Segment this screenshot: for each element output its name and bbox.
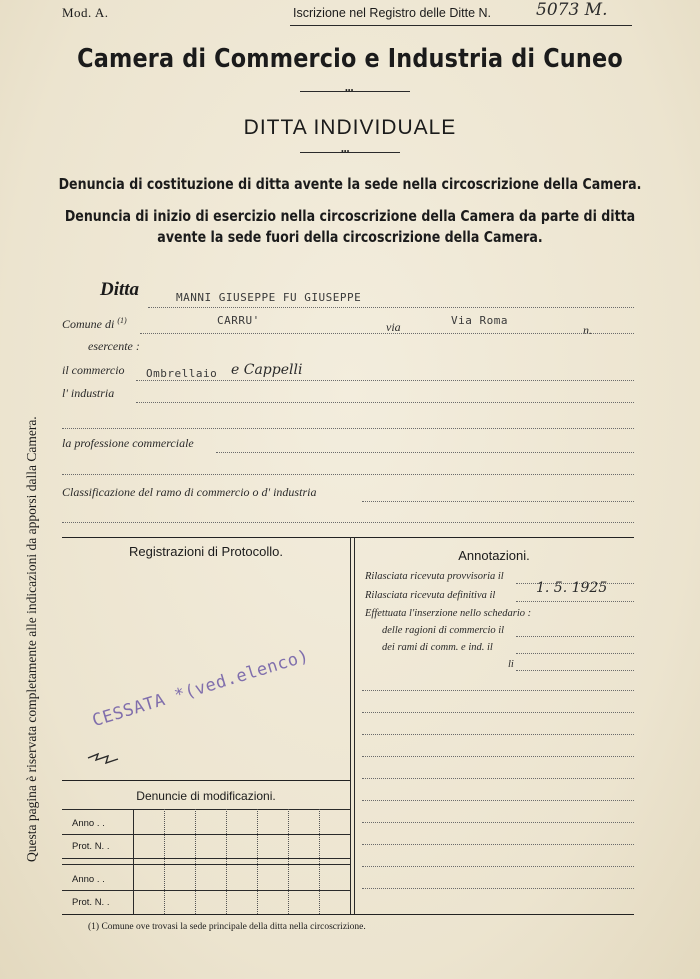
- annotation-blank-9: [362, 866, 634, 867]
- industria-label: l' industria: [62, 386, 115, 400]
- modificazioni-title: Denuncie di modificazioni.: [136, 789, 276, 803]
- row-line-4: [62, 890, 350, 891]
- box-divider-right: [354, 537, 355, 914]
- declaration-2-line-2: avente la sede fuori della circoscrizione della Camera.: [157, 228, 543, 246]
- subtitle-divider-dots: •••: [341, 147, 350, 156]
- row-line-3: [62, 864, 350, 865]
- annotation-blank-6: [362, 800, 634, 801]
- rami-line: [516, 653, 634, 654]
- row-label-anno-1: Anno . .: [72, 818, 105, 829]
- declaration-1: Denuncia di costituzione di ditta avente la sede nella circoscrizione della Camera.: [58, 175, 642, 193]
- row-line-2: [62, 858, 350, 859]
- annotazioni-title: Annotazioni.: [458, 548, 530, 563]
- model-label: Mod. A.: [62, 5, 109, 20]
- modificazioni-top-border: [62, 780, 350, 781]
- ditta-label: Ditta: [100, 279, 140, 300]
- title-divider-dots: •••: [345, 86, 354, 95]
- professione-line-2: [62, 474, 634, 475]
- comune-label: Comune di $^{(1)}$: [62, 316, 127, 331]
- registry-underline: [290, 25, 632, 26]
- annotation-blank-1: [362, 690, 634, 691]
- commercio-value: Ombrellaio: [146, 367, 218, 380]
- via-label: via: [386, 320, 401, 334]
- li-line: [516, 670, 634, 671]
- cessata-stamp: CESSATA *(ved.elenco): [90, 646, 312, 732]
- box-bottom-border: [62, 914, 634, 915]
- annotation-blank-4: [362, 756, 634, 757]
- esercente-label: esercente :: [88, 339, 140, 353]
- modificazioni-header-line: [62, 809, 350, 810]
- annotazione-schedario: Effettuata l'inserzione nello schedario :: [365, 608, 532, 619]
- classificazione-label: Classificazione del ramo di commercio o d' industria: [62, 485, 317, 499]
- annotation-blank-10: [362, 888, 634, 889]
- protocollo-title: Registrazioni di Protocollo.: [129, 544, 283, 559]
- annotation-blank-7: [362, 822, 634, 823]
- professione-line: [216, 452, 634, 453]
- classificazione-line-2: [62, 522, 634, 523]
- title-divider: [300, 91, 410, 92]
- side-note: Questa pagina è riservata completamente alle indicazioni da apporsi dalla Camera.: [24, 416, 39, 862]
- annotazione-rami: dei rami di comm. e ind. il: [382, 642, 493, 653]
- box-divider-left: [350, 537, 351, 914]
- annotation-blank-3: [362, 734, 634, 735]
- page-subtitle: DITTA INDIVIDUALE: [243, 116, 457, 139]
- annotation-blank-5: [362, 778, 634, 779]
- annotazione-li: li: [508, 659, 514, 670]
- definitiva-date: 1. 5. 1925: [536, 580, 608, 596]
- declaration-2-line-1: Denuncia di inizio di esercizio nella circoscrizione della Camera da parte di ditta: [64, 207, 636, 225]
- row-label-prot-2: Prot. N. .: [72, 897, 110, 908]
- comune-value: CARRU': [217, 314, 260, 327]
- footnote: (1) Comune ove trovasi la sede principale della ditta nella circoscrizione.: [88, 922, 366, 932]
- commercio-line: [136, 380, 634, 381]
- via-value: Via Roma: [451, 314, 508, 327]
- row-label-anno-2: Anno . .: [72, 874, 105, 885]
- commercio-handwritten: e Cappelli: [231, 362, 303, 378]
- number-label: n.: [583, 323, 592, 337]
- comune-line: [140, 333, 634, 334]
- row-label-prot-1: Prot. N. .: [72, 841, 110, 852]
- grid-col-1: [133, 809, 134, 914]
- registry-number: 5073 M.: [536, 0, 608, 20]
- grid-col-5: [257, 809, 258, 914]
- registry-label: Iscrizione nel Registro delle Ditte N.: [293, 6, 491, 20]
- classificazione-line: [362, 501, 634, 502]
- ragioni-line: [516, 636, 634, 637]
- box-top-border: [62, 537, 634, 538]
- definitiva-line: [516, 601, 634, 602]
- annotation-blank-2: [362, 712, 634, 713]
- grid-col-2: [164, 809, 165, 914]
- industria-line: [136, 402, 634, 403]
- page-title: Camera di Commercio e Industria di Cuneo: [77, 44, 623, 74]
- professione-label: la professione commerciale: [62, 436, 194, 450]
- ditta-line: [148, 307, 634, 308]
- blank-line: [62, 428, 634, 429]
- annotation-blank-8: [362, 844, 634, 845]
- subtitle-divider: [300, 152, 400, 153]
- scribble-mark: [86, 750, 120, 768]
- ditta-value: MANNI GIUSEPPE FU GIUSEPPE: [176, 291, 362, 304]
- annotazione-ragioni: delle ragioni di commercio il: [382, 625, 505, 636]
- row-line-1: [62, 834, 350, 835]
- grid-col-7: [319, 809, 320, 914]
- annotazione-provvisoria: Rilasciata ricevuta provvisoria il: [365, 571, 504, 582]
- commercio-label: il commercio: [62, 363, 125, 377]
- annotazione-definitiva: Rilasciata ricevuta definitiva il: [365, 590, 496, 601]
- grid-col-6: [288, 809, 289, 914]
- grid-col-3: [195, 809, 196, 914]
- grid-col-4: [226, 809, 227, 914]
